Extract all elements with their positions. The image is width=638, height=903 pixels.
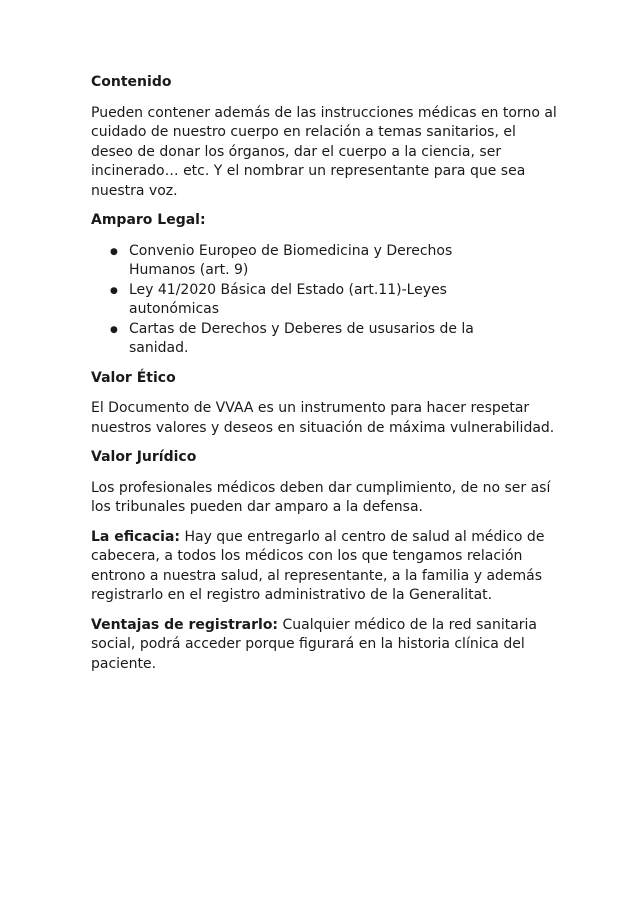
section-heading-valor-juridico: Valor Jurídico [91, 449, 197, 465]
list-item [91, 281, 509, 320]
list-item-text: Ley 41/2020 Básica del Estado (art.11)-Leyes autonómicas [129, 281, 447, 317]
bullet-icon: ● [110, 324, 118, 335]
section-heading-contenido: Contenido [91, 74, 172, 90]
document-page [91, 73, 561, 684]
eficacia-text: Hay que entregarlo al centro de salud al médico de cabecera, a todos los médicos con los que tengamos relación entrono a nuestra salud, al representante, a la familia y además registrarlo en el registro administrativo de la Generalitat. [91, 528, 545, 603]
list-item-text: Convenio Europeo de Biomedicina y Derechos Humanos (art. 9) [129, 242, 453, 278]
section-heading-valor-etico: Valor Ético [91, 369, 176, 386]
paragraph-valor-juridico: Los profesionales médicos deben dar cumplimiento, de no ser así los tribunales pueden dar amparo a la defensa. [91, 479, 551, 515]
paragraph-ventajas [91, 616, 561, 675]
ventajas-text: Cualquier médico de la red sanitaria social, podrá acceder porque figurará en la historia clínica del paciente. [91, 616, 538, 672]
list-item [91, 242, 509, 281]
paragraph-contenido: Pueden contener además de las instrucciones médicas en torno al cuidado de nuestro cuerpo en relación a temas sanitarios, el deseo de donar los órganos, dar el cuerpo a la ciencia, ser incinerado… etc. Y el nombrar un representante para que sea nuestra voz. [91, 104, 557, 199]
legal-basis-list [91, 242, 561, 359]
bullet-icon: ● [110, 246, 118, 257]
ventajas-label: Ventajas de registrarlo: [91, 616, 279, 633]
list-item-text: Cartas de Derechos y Deberes de ususarios de la sanidad. [129, 320, 474, 356]
eficacia-label: La eficacia: [91, 528, 181, 545]
paragraph-valor-etico: El Documento de VVAA es un instrumento para hacer respetar nuestros valores y deseos en situación de máxima vulnerabilidad. [91, 400, 555, 436]
list-item [91, 320, 509, 359]
bullet-icon: ● [110, 285, 118, 296]
paragraph-eficacia [91, 528, 561, 606]
section-heading-amparo-legal: Amparo Legal: [91, 212, 206, 228]
